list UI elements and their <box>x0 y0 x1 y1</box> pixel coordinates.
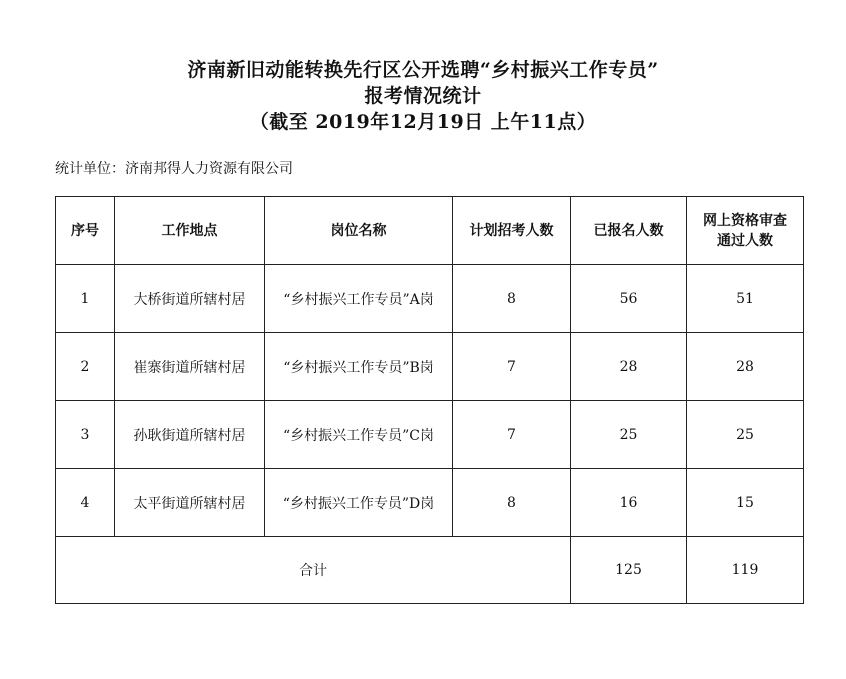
cell-passed: 51 <box>687 265 804 333</box>
cell-planned: 8 <box>453 265 571 333</box>
table-row <box>56 333 804 401</box>
total-label: 合计 <box>56 537 571 604</box>
document-date: （截至 2019年12月19日 上午11点） <box>249 111 597 133</box>
document-subtitle: 报考情况统计 <box>364 85 482 107</box>
cell-passed: 25 <box>687 401 804 469</box>
header-location: 工作地点 <box>115 197 265 265</box>
cell-number: 4 <box>56 469 115 537</box>
cell-passed: 28 <box>687 333 804 401</box>
table-total-row <box>56 537 804 604</box>
cell-planned: 8 <box>453 469 571 537</box>
cell-location: 大桥街道所辖村居 <box>115 265 265 333</box>
cell-location: 孙耿街道所辖村居 <box>115 401 265 469</box>
statistics-unit: 统计单位：济南邦得人力资源有限公司 <box>55 161 293 177</box>
cell-number: 3 <box>56 401 115 469</box>
table-row <box>56 469 804 537</box>
header-planned: 计划招考人数 <box>453 197 571 265</box>
cell-planned: 7 <box>453 401 571 469</box>
cell-number: 1 <box>56 265 115 333</box>
cell-position: “乡村振兴工作专员”B岗 <box>265 333 453 401</box>
header-position: 岗位名称 <box>265 197 453 265</box>
cell-number: 2 <box>56 333 115 401</box>
registration-table <box>55 196 804 604</box>
table-row <box>56 265 804 333</box>
total-registered: 125 <box>571 537 687 604</box>
cell-registered: 28 <box>571 333 687 401</box>
cell-registered: 56 <box>571 265 687 333</box>
header-registered: 已报名人数 <box>571 197 687 265</box>
cell-location: 崔寨街道所辖村居 <box>115 333 265 401</box>
table-row <box>56 401 804 469</box>
header-number: 序号 <box>56 197 115 265</box>
total-passed: 119 <box>687 537 804 604</box>
cell-passed: 15 <box>687 469 804 537</box>
table-header-row <box>56 197 804 265</box>
cell-position: “乡村振兴工作专员”C岗 <box>265 401 453 469</box>
header-passed-text: 网上资格审查通过人数 <box>703 212 787 249</box>
document-title: 济南新旧动能转换先行区公开选聘“乡村振兴工作专员” <box>187 59 659 81</box>
cell-location: 太平街道所辖村居 <box>115 469 265 537</box>
cell-position: “乡村振兴工作专员”D岗 <box>265 469 453 537</box>
cell-registered: 25 <box>571 401 687 469</box>
cell-registered: 16 <box>571 469 687 537</box>
header-passed <box>687 197 804 265</box>
cell-planned: 7 <box>453 333 571 401</box>
cell-position: “乡村振兴工作专员”A岗 <box>265 265 453 333</box>
